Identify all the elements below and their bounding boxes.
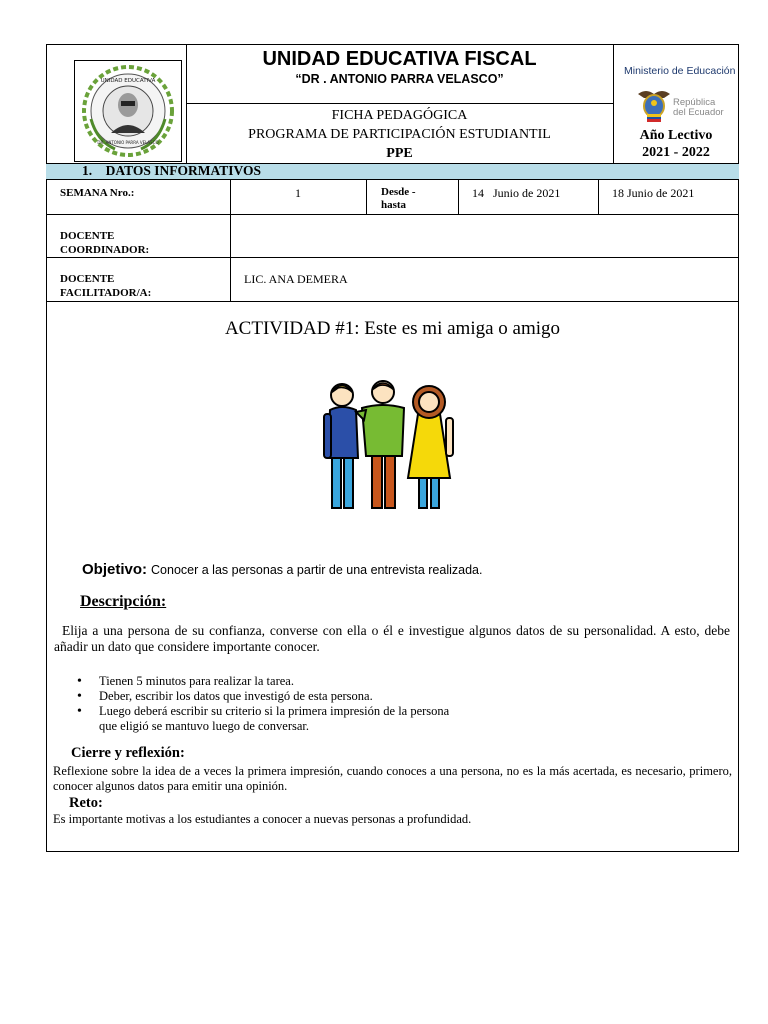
info-col-divider-3 — [458, 180, 459, 214]
friends-illustration — [322, 380, 458, 512]
info-col-divider-4 — [598, 180, 599, 214]
task-list — [73, 674, 463, 734]
seal-top-text: UNIDAD EDUCATIVA — [100, 78, 156, 84]
coat-of-arms-icon — [634, 84, 674, 124]
school-seal — [74, 60, 182, 162]
seal-bottom-text: DR. ANTONIO PARRA VELASCO — [97, 140, 159, 145]
reto-label: Reto: — [69, 795, 103, 811]
programa-title: PROGRAMA DE PARTICIPACIÓN ESTUDIANTIL — [248, 127, 551, 142]
coordinador-label-2: COORDINADOR: — [60, 244, 150, 256]
ppe-title: PPE — [386, 146, 413, 161]
school-title: UNIDAD EDUCATIVA FISCAL — [262, 48, 537, 70]
semana-value: 1 — [295, 186, 301, 200]
facilitador-value: LIC. ANA DEMERA — [244, 272, 348, 286]
republica-line-2: del Ecuador — [673, 107, 724, 118]
facilitador-label-1: DOCENTE — [60, 273, 115, 285]
section-bar — [46, 163, 739, 180]
hasta-value: 18 Junio de 2021 — [612, 186, 695, 200]
school-year-value: 2021 - 2022 — [642, 145, 710, 160]
task-item-3: • Luego deberá escribir su criterio si la primera impresión de la persona que eligió se mantuvo luego de conversar. — [73, 704, 463, 734]
descripcion-text: Elija a una persona de su confianza, converse con ella o él e investigue algunos datos de su personalidad. A esto, debe añadir un dato que considere importante conocer. — [54, 623, 730, 654]
objetivo-label: Objetivo: — [82, 561, 148, 578]
header-divider-middle — [186, 103, 613, 104]
desde-value: 14 Junio de 2021 — [472, 186, 561, 200]
task-item-1: • Tienen 5 minutos para realizar la tarea. — [73, 674, 463, 689]
info-row-divider-2 — [46, 257, 739, 258]
school-year-label: Año Lectivo — [639, 128, 713, 143]
info-row-divider-1 — [46, 214, 739, 215]
school-subtitle: “DR . ANTONIO PARRA VELASCO” — [295, 72, 504, 86]
objetivo-line — [82, 561, 482, 579]
activity-title: ACTIVIDAD #1: Este es mi amiga o amigo — [224, 318, 561, 339]
ficha-title: FICHA PEDAGÓGICA — [331, 108, 468, 123]
desde-label: Desde - — [381, 186, 416, 198]
cierre-label: Cierre y reflexión: — [71, 745, 185, 761]
objetivo-text: Conocer a las personas a partir de una entrevista realizada. — [151, 563, 483, 577]
task-item-2: • Deber, escribir los datos que investigó de esta persona. — [73, 689, 463, 704]
facilitador-label-2: FACILITADOR/A: — [60, 287, 152, 299]
info-row-divider-3 — [46, 301, 739, 302]
hasta-label: hasta — [381, 199, 407, 211]
section-title: 1. DATOS INFORMATIVOS — [82, 163, 262, 178]
cierre-text: Reflexione sobre la idea de a veces la primera impresión, cuando conoces a una persona, no es la más acertada, es necesario, primero, conocer algunos datos para emitir una opinión. — [53, 764, 732, 793]
semana-label: SEMANA Nro.: — [60, 187, 135, 199]
coordinador-label-1: DOCENTE — [60, 230, 115, 242]
descripcion-label: Descripción: — [80, 593, 167, 610]
info-col-divider-2 — [366, 180, 367, 214]
republica-line-1: República — [673, 97, 716, 108]
reto-text: Es importante motivas a los estudiantes a conocer a nuevas personas a profundidad. — [53, 812, 472, 826]
ministry-name: Ministerio de Educación — [624, 65, 736, 77]
